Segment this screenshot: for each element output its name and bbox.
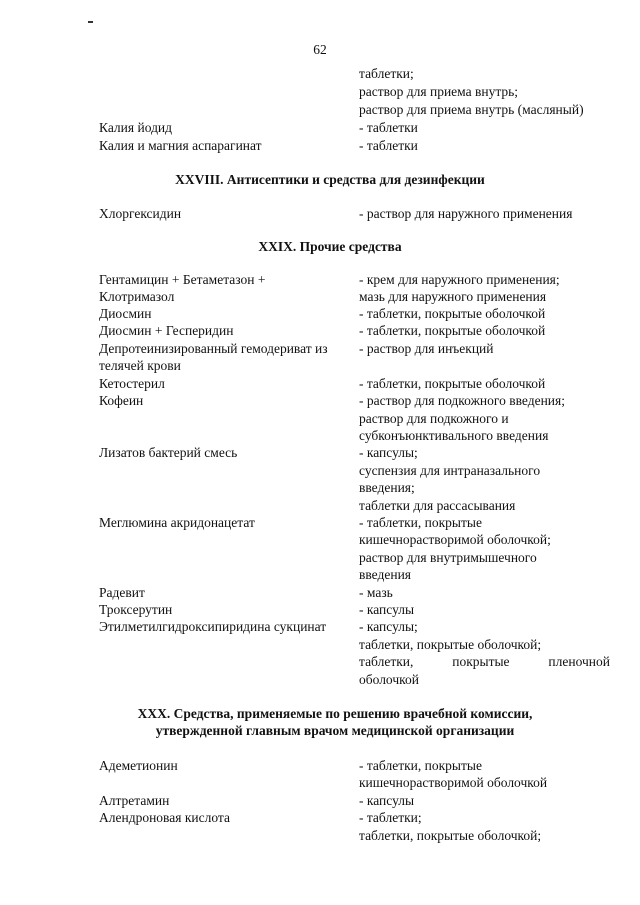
form-line: оболочкой [359, 672, 419, 687]
form-line: - раствор для наружного применения [359, 206, 573, 221]
drug-name: Хлоргексидин [99, 206, 182, 221]
form-line: - таблетки [359, 138, 418, 153]
form-line: - раствор для инъекций [359, 341, 494, 356]
form-line: - капсулы [359, 602, 415, 617]
form-word: пленочной [548, 654, 610, 669]
form-line: таблетки, покрытые оболочкой; [359, 637, 542, 652]
form-line: раствор для подкожного и [359, 411, 509, 426]
form-line: субконъюнктивального введения [359, 428, 549, 443]
drug-name: Этилметилгидроксипиридина сукцинат [99, 619, 327, 634]
form-line: - таблетки; [359, 810, 422, 825]
form-line: кишечнорастворимой оболочкой [359, 775, 548, 790]
form-line: - таблетки, покрытые [359, 515, 482, 530]
drug-name: Калия и магния аспарагинат [99, 138, 262, 153]
scan-mark [88, 21, 93, 23]
form-line: введения [359, 567, 412, 582]
drug-name: Кофеин [99, 393, 144, 408]
drug-name-continued: телячей крови [99, 358, 181, 373]
form-line: таблетки для рассасывания [359, 498, 516, 513]
form-line: кишечнорастворимой оболочкой; [359, 532, 551, 547]
drug-name: Диосмин [99, 306, 152, 321]
drug-name: Меглюмина акридонацетат [99, 515, 255, 530]
form-line: раствор для внутримышечного [359, 550, 537, 565]
form-line: раствор для приема внутрь; [359, 84, 519, 99]
form-line: введения; [359, 480, 415, 495]
drug-name: Лизатов бактерий смесь [99, 445, 238, 460]
drug-name: Диосмин + Гесперидин [99, 323, 234, 338]
form-line: таблетки; [359, 66, 414, 81]
drug-name: Алтретамин [99, 793, 170, 808]
form-line: - мазь [359, 585, 393, 600]
form-word: таблетки, [359, 654, 414, 669]
form-line-justified [359, 653, 610, 670]
drug-name: Калия йодид [99, 120, 173, 135]
section-heading: XXIX. Прочие средства [258, 239, 402, 254]
drug-name: Депротеинизированный гемодериват из [99, 341, 328, 356]
section-heading: утвержденной главным врачом медицинской организации [155, 723, 515, 738]
form-line: - крем для наружного применения; [359, 272, 560, 287]
form-line: - капсулы; [359, 445, 418, 460]
form-line: мазь для наружного применения [359, 289, 547, 304]
form-line: раствор для приема внутрь (масляный) [359, 102, 584, 117]
form-line: - капсулы [359, 793, 415, 808]
drug-name: Троксерутин [99, 602, 173, 617]
form-line: суспензия для интраназального [359, 463, 541, 478]
section-heading: XXX. Средства, применяемые по решению врачебной комиссии, [137, 706, 533, 721]
section-heading: XXVIII. Антисептики и средства для дезинфекции [175, 172, 485, 187]
form-word: покрытые [452, 654, 510, 669]
form-line: - таблетки, покрытые оболочкой [359, 323, 546, 338]
page-number: 62 [313, 42, 327, 57]
form-line: таблетки, покрытые оболочкой; [359, 828, 542, 843]
drug-name: Адеметионин [99, 758, 178, 773]
form-line: - капсулы; [359, 619, 418, 634]
form-line: - раствор для подкожного введения; [359, 393, 565, 408]
form-line: - таблетки, покрытые оболочкой [359, 376, 546, 391]
drug-name: Гентамицин + Бетаметазон + [99, 272, 266, 287]
drug-name: Клотримазол [99, 289, 175, 304]
drug-name: Кетостерил [99, 376, 165, 391]
drug-name: Радевит [99, 585, 145, 600]
form-line: - таблетки, покрытые оболочкой [359, 306, 546, 321]
form-line: - таблетки, покрытые [359, 758, 482, 773]
drug-name: Алендроновая кислота [99, 810, 230, 825]
form-line: - таблетки [359, 120, 418, 135]
